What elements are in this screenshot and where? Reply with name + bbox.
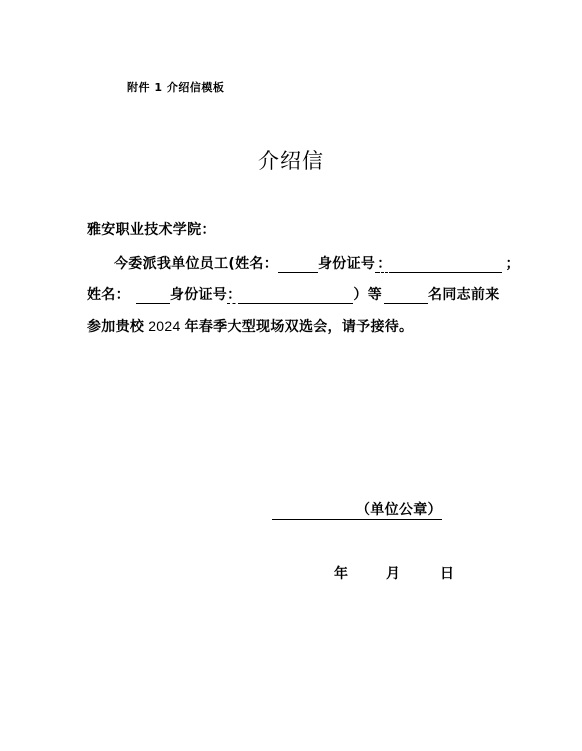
body-line-3 — [87, 316, 413, 336]
body-line-1-text-d: ； — [505, 256, 520, 272]
name-blank-1 — [278, 256, 318, 273]
body-line-1-text-b: 身份证号 — [318, 256, 376, 272]
attachment-label: 附件 1 介绍信模板 — [127, 81, 225, 94]
body-line-2-text-d: ）等 — [353, 287, 383, 303]
seal-blank — [272, 503, 356, 520]
recipient-line: 雅安职业技术学院： — [87, 222, 216, 238]
seal-line — [272, 499, 442, 520]
date-month-label: 月 — [386, 566, 400, 582]
date-day-label: 日 — [440, 566, 454, 582]
body-line-2 — [87, 284, 500, 304]
body-line-3-text-a: 参加贵校 — [87, 319, 145, 335]
name-blank-2 — [136, 287, 170, 304]
body-line-2-text-c: ： — [227, 287, 242, 303]
body-line-1-text-a: 今委派我单位员工(姓名： — [114, 256, 278, 272]
body-line-1-text-c: ： — [377, 256, 392, 272]
date-year-label: 年 — [334, 566, 348, 582]
count-blank — [384, 287, 428, 304]
body-line-1 — [114, 253, 520, 273]
body-line-2-text-e: 名同志前来 — [428, 287, 500, 303]
body-line-2-text-a: 姓名： — [87, 287, 130, 303]
body-line-3-text-b: 年春季大型现场双选会，请予接待。 — [184, 319, 414, 335]
page-title: 介绍信 — [258, 149, 324, 173]
seal-label: （单位公章） — [356, 499, 442, 520]
body-line-2-text-b: 身份证号 — [169, 287, 228, 303]
id-blank-2 — [241, 287, 353, 304]
id-blank-1 — [392, 256, 502, 273]
year-number: 2024 — [148, 318, 181, 334]
